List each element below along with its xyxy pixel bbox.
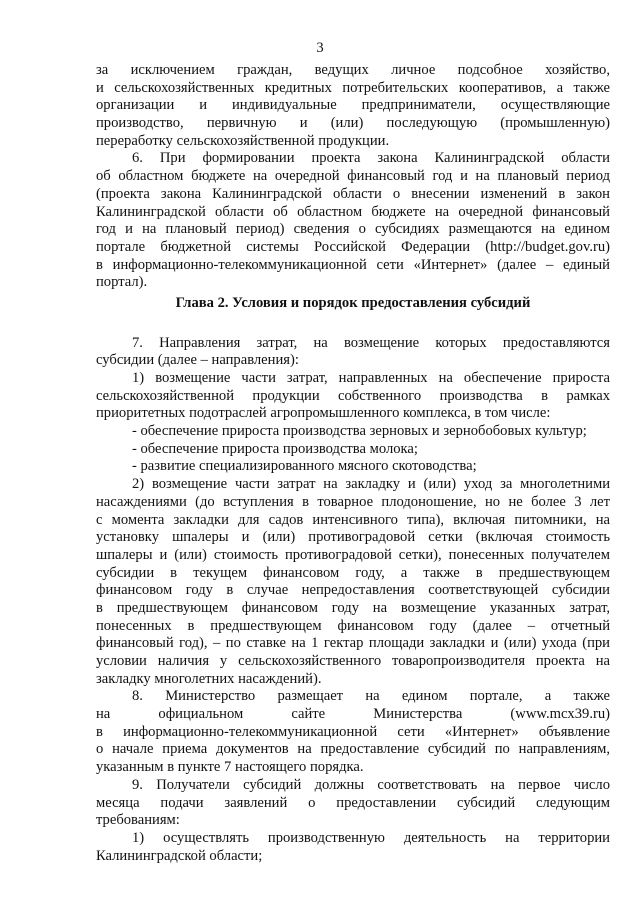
paragraph [96,830,610,865]
paragraph [96,688,610,776]
text-line: 6. При формировании проекта закона Калининградской области [132,150,610,167]
text-line: требованиям: [96,812,180,829]
text-line: финансовый год), – по ставке на 1 гектар площади закладки и (или) ухода (при [96,635,610,652]
text-line: в информационно-телекоммуникационной сети «Интернет» объявление [96,723,610,740]
text-line: 2) возмещение части затрат на закладку и (или) уход за многолетними [132,476,610,493]
text-line: - обеспечение прироста производства зерновых и зернобобовых культур; [132,423,587,440]
text-line: производство, первичную и (или) последующую (промышленную) [96,115,610,132]
text-line: сельскохозяйственной продукции собственного производства в рамках [96,387,610,404]
text-line: указанным в пункте 7 настоящего порядка. [96,759,364,776]
text-line: за исключением граждан, ведущих личное подсобное хозяйство, [96,62,610,78]
text-line: в информационно-телекоммуникационной сети «Интернет» (далее – единый [96,256,610,273]
text-line: - развитие специализированного мясного скотоводства; [132,458,477,475]
text-line: шпалеры и (или) стоимость противоградовой сетки), понесенных получателем [96,546,610,563]
text-line: приоритетных подотраслей агропромышленного комплекса, в том числе: [96,405,551,422]
paragraph [96,476,610,688]
text-line: в предшествующем финансовом году на возмещение указанных затрат, [96,599,610,616]
text-line: насаждениями (до вступления в товарное плодоношение, но не более 3 лет [96,493,610,510]
paragraph [96,423,610,441]
text-line: 8. Министерство размещает на едином портале, а также [132,688,610,705]
text-line: и сельскохозяйственных кредитных потребительских кооперативов, а также [96,79,610,96]
text-line: 9. Получатели субсидий должны соответствовать на первое число [132,776,610,793]
paragraph [96,62,610,150]
text-line: организации и индивидуальные предприниматели, осуществляющие [96,97,610,114]
paragraph [96,777,610,830]
paragraph [96,458,610,476]
text-line: Калининградской области; [96,847,263,864]
text-line: субсидии (далее – направления): [96,352,299,369]
text-line: месяца подачи заявлений о предоставлении субсидий следующим [96,794,610,811]
text-line: установку шпалеры и (или) противоградовой сетки (включая стоимость [96,529,610,546]
text-line: условии наличия у сельскохозяйственного товаропроизводителя проекта на [96,653,610,669]
text-line: 1) возмещение части затрат, направленных на обеспечение прироста [132,370,610,386]
text-line: Калининградской области об областном бюджете на очередной финансовый [96,203,610,220]
text-line: год и на плановый период) сведения о субсидиях размещаются на едином [96,221,610,238]
paragraph [96,370,610,423]
text-line: субсидии в текущем финансовом году, а также в предшествующем [96,564,610,581]
paragraph [96,441,610,459]
text-line: (проекта закона Калининградской области о внесении изменений в закон [96,185,610,202]
text-line: с момента закладки для садов интенсивного типа), включая питомники, на [96,511,610,528]
text-line: - обеспечение прироста производства молока; [132,440,418,457]
text-line: об областном бюджете на очередной финансовый год и на плановый период [96,168,610,185]
document-body [96,62,610,865]
paragraph [96,150,610,292]
text-line: портал). [96,274,148,291]
text-line: портале бюджетной системы Российской Федерации (http://budget.gov.ru) [96,238,610,255]
text-line: финансовом году в случае непредоставления соответствующей субсидии [96,582,610,599]
text-line: о начале приема документов на предоставление субсидий по направлениям, [96,741,610,758]
text-line: 1) осуществлять производственную деятельность на территории [132,829,610,846]
text-line: на официальном сайте Министерства (www.mcx39.ru) [96,706,610,723]
paragraph [96,335,610,370]
chapter-heading [96,295,610,313]
text-line: понесенных в предшествующем финансовом году (далее – отчетный [96,617,610,634]
text-line: переработку сельскохозяйственной продукции. [96,132,390,149]
text-line: закладку многолетних насаждений). [96,670,322,687]
text-line: 7. Направления затрат, на возмещение которых предоставляются [132,334,610,351]
chapter-heading-text: Глава 2. Условия и порядок предоставления субсидий [175,294,531,311]
page-number: 3 [316,40,324,56]
